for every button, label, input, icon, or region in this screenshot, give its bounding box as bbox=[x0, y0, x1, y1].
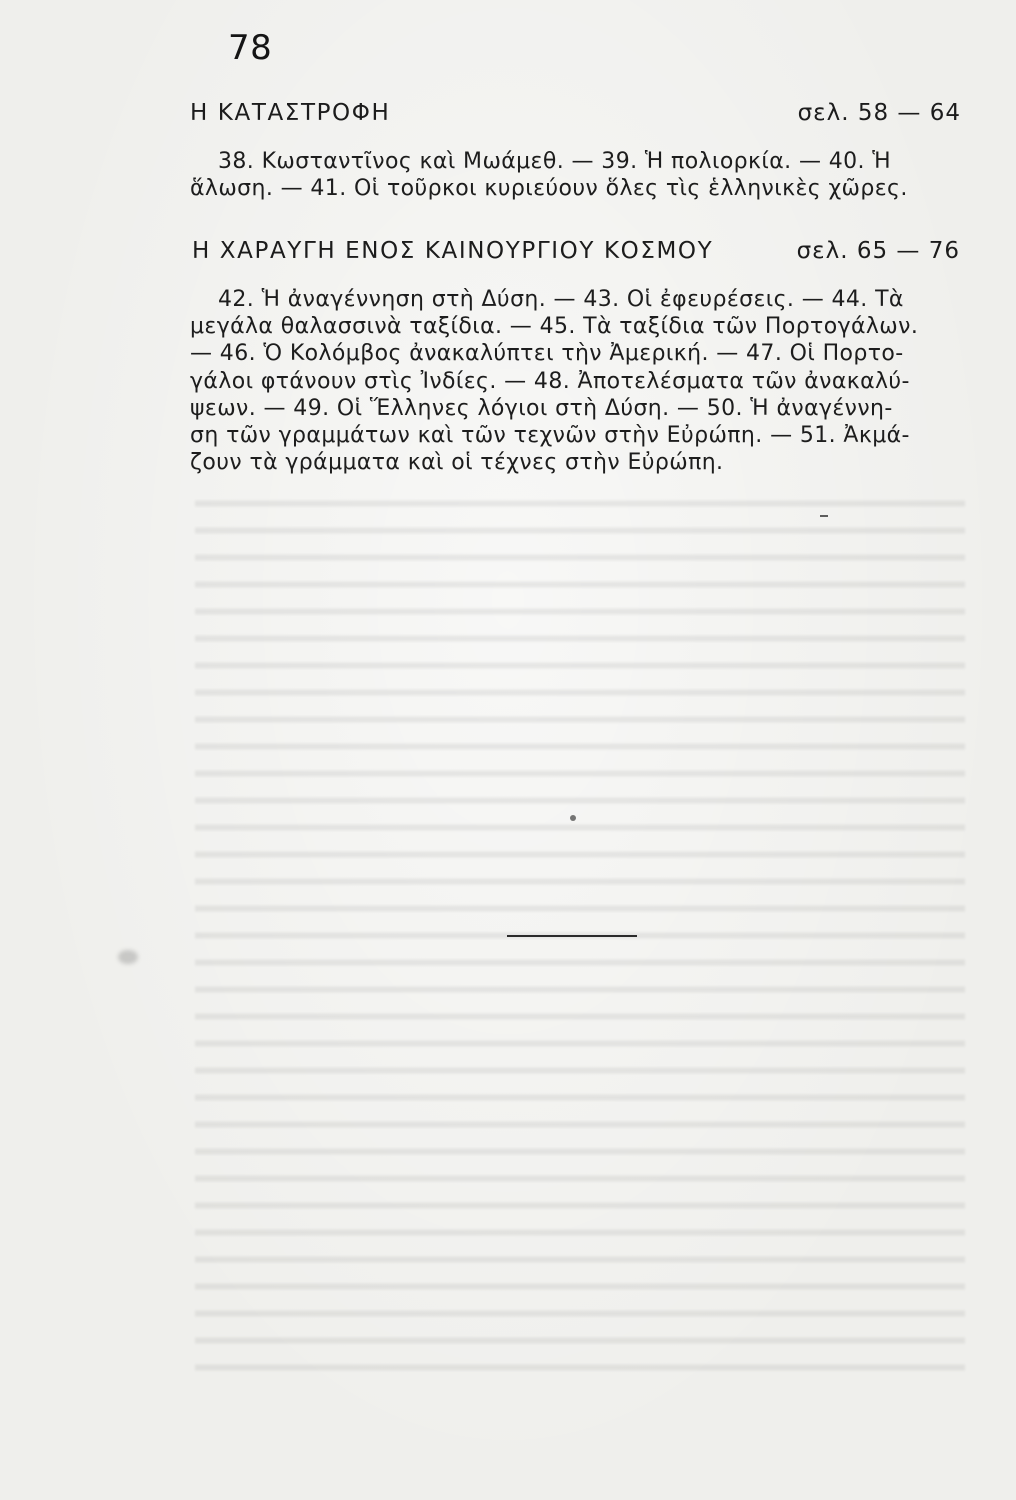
section-title: Η ΧΑΡΑΥΓΗ ΕΝΟΣ ΚΑΙΝΟΥΡΓΙΟΥ ΚΟΣΜΟΥ bbox=[192, 238, 714, 264]
ink-mark bbox=[820, 515, 828, 517]
text-line: ἅλωση. — 41. Οἱ τοῦρκοι κυριεύουν ὅλες τὶς ἑλληνικὲς χῶρες. bbox=[190, 176, 908, 202]
section-contents bbox=[190, 148, 962, 202]
section-contents bbox=[190, 286, 962, 476]
horizontal-rule bbox=[507, 935, 637, 937]
section-title: Η ΚΑΤΑΣΤΡΟΦΗ bbox=[190, 100, 391, 126]
section-page-range: σελ. 65 — 76 bbox=[796, 238, 960, 264]
ink-dot bbox=[570, 815, 576, 821]
text-line: 38. Κωσταντῖνος καὶ Μωάμεθ. — 39. Ἡ πολιορκία. — 40. Ἡ bbox=[218, 149, 892, 174]
text-line: ψεων. — 49. Οἱ Ἕλληνες λόγιοι στὴ Δύση. — 50. Ἡ ἀναγέννη- bbox=[190, 395, 893, 421]
text-line: — 46. Ὁ Κολόμβος ἀνακαλύπτει τὴν Ἀμερική. — 47. Οἱ Πορτο- bbox=[190, 341, 904, 367]
text-line: ζουν τὰ γράμματα καὶ οἱ τέχνες στὴν Εὐρώπη. bbox=[190, 450, 724, 476]
page-number: 78 bbox=[228, 28, 273, 68]
section-header bbox=[190, 100, 961, 126]
ink-smudge bbox=[118, 950, 138, 964]
section-page-range: σελ. 58 — 64 bbox=[797, 100, 961, 126]
section-header bbox=[192, 238, 960, 264]
text-line: ση τῶν γραμμάτων καὶ τῶν τεχνῶν στὴν Εὐρώπη. — 51. Ἀκμά- bbox=[190, 423, 910, 449]
text-line: γάλοι φτάνουν στὶς Ἰνδίες. — 48. Ἀποτελέσματα τῶν ἀνακαλύ- bbox=[190, 368, 910, 394]
text-line: μεγάλα θαλασσινὰ ταξίδια. — 45. Τὰ ταξίδια τῶν Πορτογάλων. bbox=[190, 314, 919, 340]
text-line: 42. Ἡ ἀναγέννηση στὴ Δύση. — 43. Οἱ ἐφευρέσεις. — 44. Τὰ bbox=[218, 287, 904, 312]
show-through-text bbox=[195, 490, 965, 1390]
